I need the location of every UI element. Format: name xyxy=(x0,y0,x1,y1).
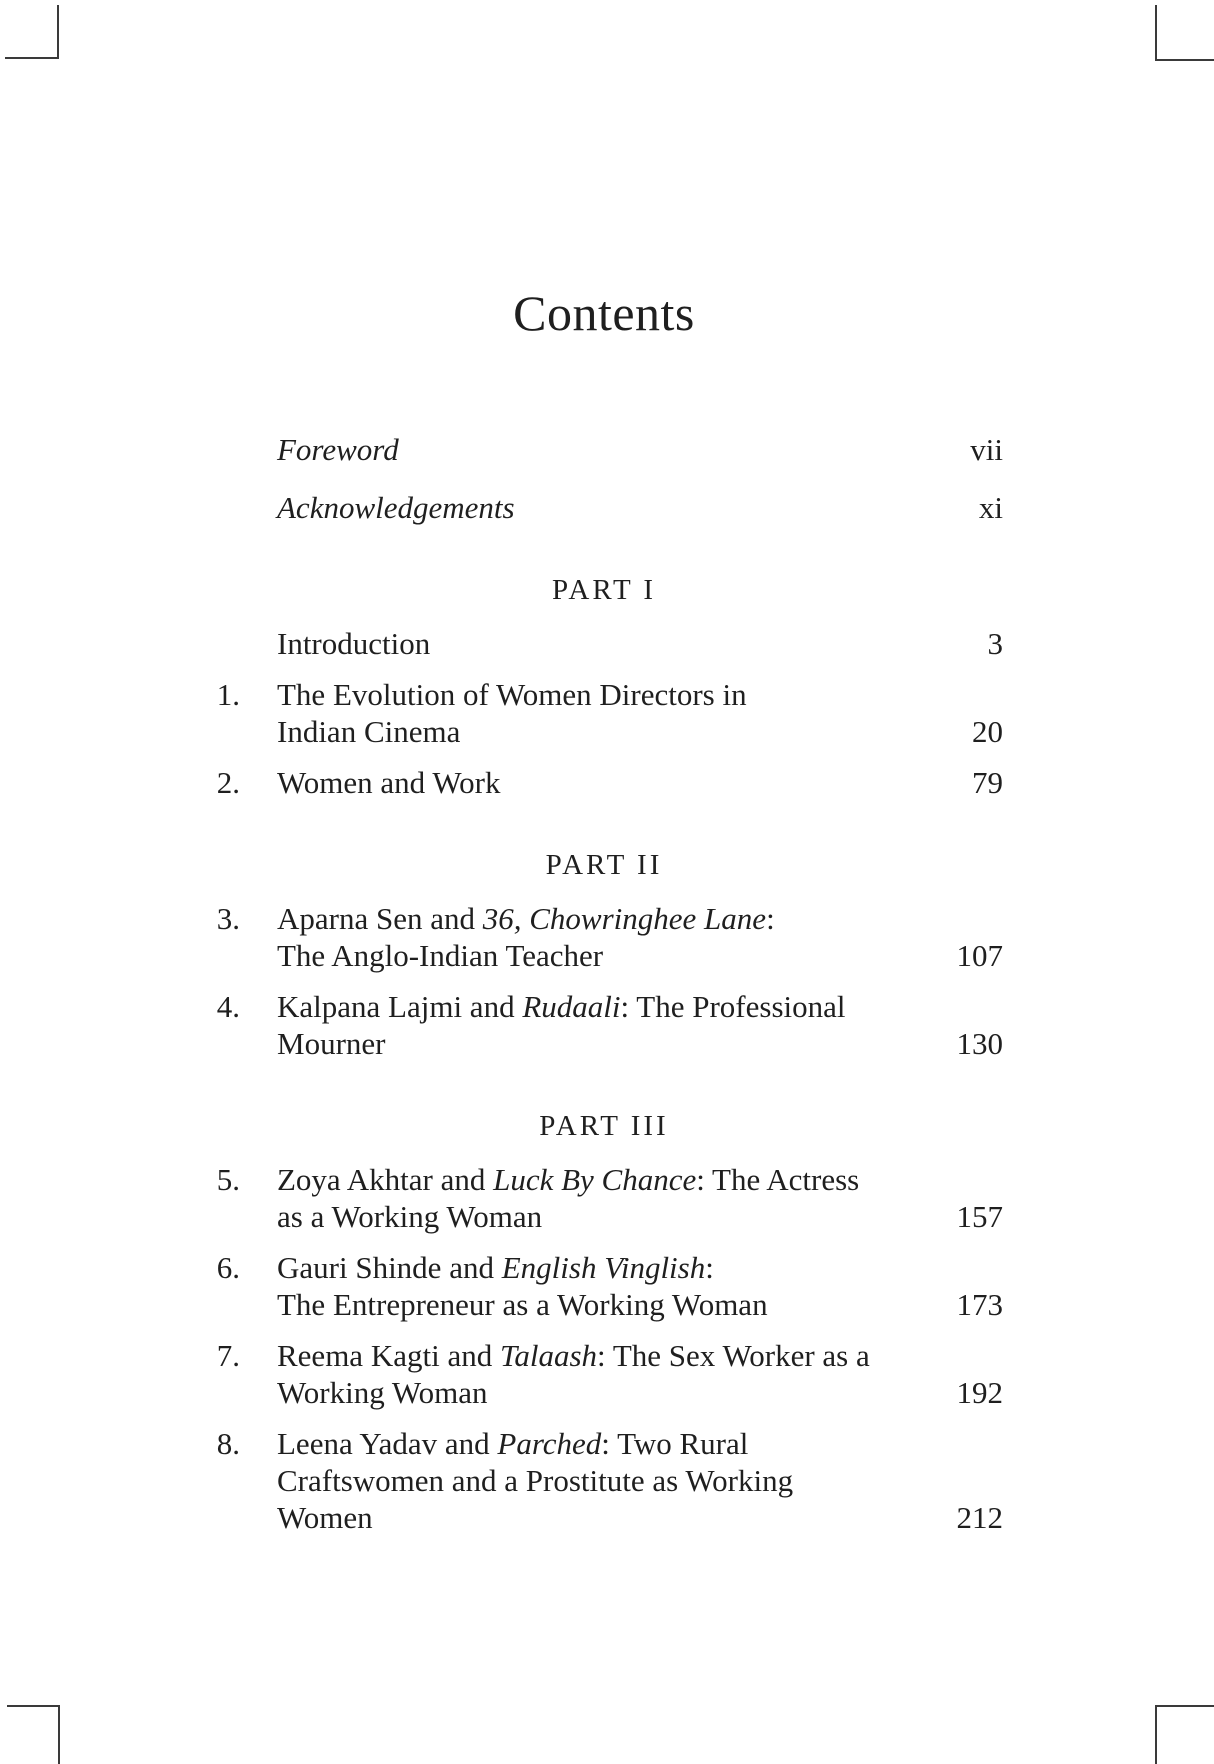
toc-entry-page: 107 xyxy=(956,938,1003,973)
front-matter-row xyxy=(205,431,1003,468)
part-heading: PART I xyxy=(551,574,657,606)
toc-entry-page: 20 xyxy=(972,714,1003,749)
toc-entry-line xyxy=(277,900,1003,937)
toc-entry-number: 2. xyxy=(216,765,240,800)
toc-content xyxy=(205,0,1003,1550)
toc-entry-page: 157 xyxy=(956,1199,1003,1234)
entry-text: : xyxy=(705,1250,714,1285)
part-heading: PART III xyxy=(539,1110,669,1142)
entry-text: Women and Work xyxy=(277,765,501,800)
toc-entry-line xyxy=(277,1161,1003,1198)
entry-text: Kalpana Lajmi and xyxy=(277,989,523,1024)
toc-entry-title xyxy=(277,1249,1003,1323)
entry-text: Women xyxy=(277,1500,373,1535)
toc-entry-line xyxy=(277,1425,1003,1462)
toc-entry-line xyxy=(277,1499,1003,1536)
toc-entry-title xyxy=(277,900,1003,974)
toc-entry-title xyxy=(277,1337,1003,1411)
toc-entry xyxy=(205,1425,1003,1536)
toc-entry-line xyxy=(277,1374,1003,1411)
toc-entry xyxy=(205,1161,1003,1235)
toc-entry-line xyxy=(277,1337,1003,1374)
toc-entry-title xyxy=(277,764,1003,801)
toc-entry-page: 3 xyxy=(987,626,1003,661)
crop-mark-top-right-icon xyxy=(1155,5,1214,61)
toc-list xyxy=(205,431,1003,1536)
toc-entry-title xyxy=(277,676,1003,750)
entry-text: Indian Cinema xyxy=(277,714,461,749)
toc-entry-page: xi xyxy=(978,490,1003,525)
entry-text: Reema Kagti and xyxy=(277,1338,500,1373)
toc-entry-title xyxy=(277,1161,1003,1235)
toc-entry-page: 130 xyxy=(956,1026,1003,1061)
entry-text: The Anglo-Indian Teacher xyxy=(277,938,604,973)
toc-entry-number: 3. xyxy=(216,901,240,936)
front-matter-row xyxy=(205,489,1003,526)
toc-entry-line xyxy=(277,1198,1003,1235)
entry-text: : The Professional xyxy=(620,989,846,1024)
toc-entry-line xyxy=(277,431,1003,468)
toc-entry-line xyxy=(277,937,1003,974)
entry-text: The Entrepreneur as a Working Woman xyxy=(277,1287,768,1322)
toc-entry-number: 6. xyxy=(216,1250,240,1285)
toc-entry-page: vii xyxy=(970,432,1003,467)
toc-entry-line xyxy=(277,1025,1003,1062)
work-title-text: 36, Chowringhee Lane xyxy=(482,901,767,936)
entry-text: : The Sex Worker as a xyxy=(597,1338,870,1373)
entry-text: Working Woman xyxy=(277,1375,488,1410)
toc-entry-title xyxy=(277,1425,1003,1536)
toc-entry xyxy=(205,676,1003,750)
toc-entry-page: 173 xyxy=(956,1287,1003,1322)
part-heading: PART II xyxy=(545,849,663,881)
toc-entry-page: 212 xyxy=(956,1500,1003,1535)
toc-entry-line xyxy=(277,713,1003,750)
entry-text: as a Working Woman xyxy=(277,1199,543,1234)
entry-text: Gauri Shinde and xyxy=(277,1250,502,1285)
toc-entry xyxy=(205,1249,1003,1323)
toc-entry-line xyxy=(277,676,1003,713)
work-title-text: Foreword xyxy=(277,432,399,467)
toc-entry-title xyxy=(277,431,1003,468)
toc-entry-line xyxy=(277,489,1003,526)
crop-mark-bottom-left-icon xyxy=(7,1705,60,1764)
toc-entry-number: 1. xyxy=(216,677,240,712)
toc-entry-line xyxy=(277,1462,1003,1499)
work-title-text: English Vinglish xyxy=(501,1250,706,1285)
toc-entry-title xyxy=(277,625,1003,662)
toc-entry xyxy=(205,764,1003,801)
toc-entry-number xyxy=(205,489,277,526)
toc-entry xyxy=(205,900,1003,974)
toc-entry-line xyxy=(277,1286,1003,1323)
work-title-text: Rudaali xyxy=(522,989,621,1024)
entry-text: Mourner xyxy=(277,1026,386,1061)
entry-text: Aparna Sen and xyxy=(277,901,483,936)
toc-part xyxy=(205,847,1003,1062)
toc-entry-line xyxy=(277,988,1003,1025)
entry-text: The Evolution of Women Directors in xyxy=(277,677,747,712)
crop-mark-bottom-right-icon xyxy=(1155,1705,1214,1764)
toc-entry-line xyxy=(277,625,1003,662)
work-title-text: Acknowledgements xyxy=(277,490,515,525)
toc-entry-line xyxy=(277,1249,1003,1286)
entry-text: Zoya Akhtar and xyxy=(277,1162,494,1197)
toc-entry-number: 4. xyxy=(216,989,240,1024)
entry-text: Introduction xyxy=(277,626,431,661)
toc-entry-title xyxy=(277,988,1003,1062)
toc-entry-line xyxy=(277,764,1003,801)
entry-text: : The Actress xyxy=(696,1162,860,1197)
toc-entry xyxy=(205,988,1003,1062)
entry-text: Leena Yadav and xyxy=(277,1426,498,1461)
work-title-text: Luck By Chance xyxy=(493,1162,697,1197)
entry-text: : xyxy=(766,901,775,936)
crop-mark-top-left-icon xyxy=(5,5,59,59)
toc-part xyxy=(205,1108,1003,1536)
toc-entry-number: 8. xyxy=(216,1426,240,1461)
toc-part xyxy=(205,572,1003,801)
toc-entry-page: 79 xyxy=(972,765,1003,800)
toc-entry-title xyxy=(277,489,1003,526)
entry-text: : Two Rural xyxy=(601,1426,749,1461)
toc-entry-page: 192 xyxy=(956,1375,1003,1410)
work-title-text: Parched xyxy=(497,1426,602,1461)
entry-text: Craftswomen and a Prostitute as Working xyxy=(277,1463,794,1498)
page-title: Contents xyxy=(513,285,695,341)
toc-entry-number xyxy=(205,431,277,468)
toc-entry-number xyxy=(205,625,277,662)
work-title-text: Talaash xyxy=(499,1338,598,1373)
toc-entry-number: 7. xyxy=(216,1338,240,1373)
toc-entry xyxy=(205,1337,1003,1411)
toc-entry-number: 5. xyxy=(216,1162,240,1197)
toc-entry xyxy=(205,625,1003,662)
